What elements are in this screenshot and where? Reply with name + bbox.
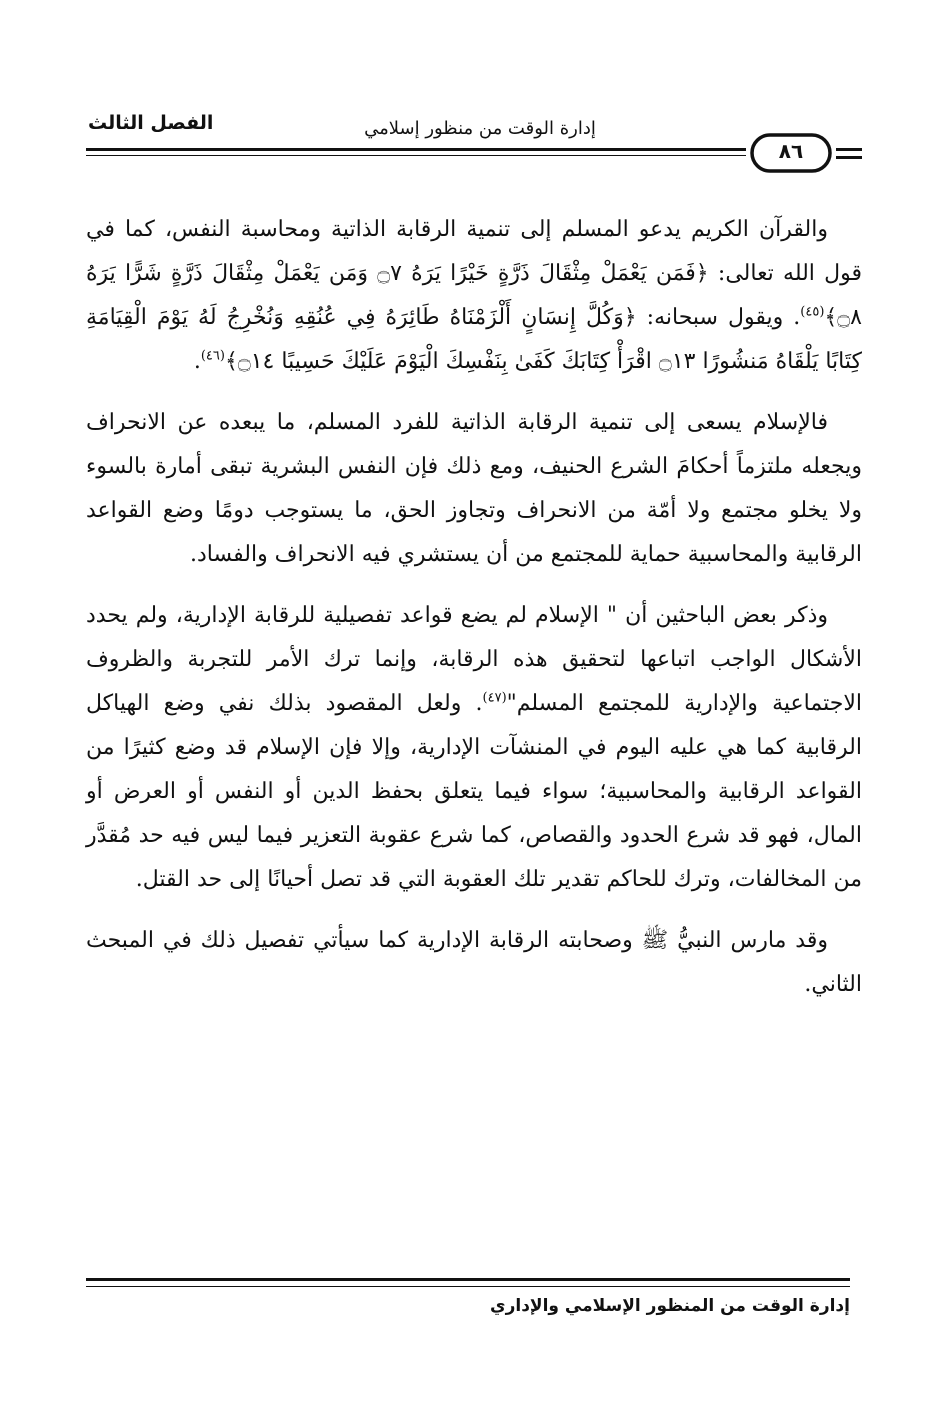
paragraph-2: فالإسلام يسعى إلى تنمية الرقابة الذاتية للفرد المسلم، ما يبعده عن الانحراف ويجعله ملتزماً أحكامَ الشرع الحنيف، ومع ذلك فإن النفس البشرية تبقى أمارة بالسوء ولا يخلو مجتمع ولا أمّة من الانحراف وتجاوز الحق، ما يستوجب دومًا وضع القواعد الرقابية والمحاسبية حماية للمجتمع من أن يستشري فيه الانحراف والفساد. [86, 410, 862, 567]
chapter-title: الفصل الثالث [88, 112, 214, 134]
footnote-ref-46: (٤٦) [200, 348, 225, 364]
page-number: ٨٦ [778, 139, 804, 163]
paragraph-3-text: وذكر بعض الباحثين أن " الإسلام لم يضع قواعد تفصيلية للرقابة الإدارية، ولم يحدد الأشكال الواجب اتباعها لتحقيق هذه الرقابة، وإنما ترك الأمر للتجربة والظروف الاجتماعية والإدارية للمجتمع المسلم" [86, 603, 862, 716]
body-text [86, 208, 862, 1007]
header-rule-thick [86, 148, 746, 151]
paragraph-1 [86, 208, 862, 384]
footer-rule-thick [86, 1278, 850, 1281]
paragraph-4: وقد مارس النبيُّ ﷺ وصحابته الرقابة الإدارية كما سيأتي تفصيل ذلك في المبحث الثاني. [86, 928, 862, 997]
footnote-ref-45: (٤٥) [800, 304, 825, 320]
page-number-badge [750, 133, 832, 173]
paragraph-3 [86, 594, 862, 902]
header-rule-thin [86, 155, 746, 156]
paragraph-3-text-2: . ولعل المقصود بذلك نفي وضع الهياكل الرقابية كما هي عليه اليوم في المنشآت الإدارية، وإلا فإن الإسلام قد وضع كثيرًا من القواعد الرقابية والمحاسبية؛ سواء فيما يتعلق بحفظ الدين أو النفس أو العرض أو المال، فهو قد شرع الحدود والقصاص، كما شرع عقوبة التعزير فيما ليس فيه حد مُقدَّر من المخالفات، وترك للحاكم تقدير تلك العقوبة التي قد تصل أحيانًا إلى حد القتل. [86, 691, 863, 892]
footnote-ref-47: (٤٧) [482, 690, 507, 706]
running-book-title: إدارة الوقت من منظور إسلامي [364, 118, 596, 139]
header-tick-top [836, 148, 862, 151]
paragraph-1-text-2: . ويقول سبحانه: ﴿وَكُلَّ إِنسَانٍ أَلْزَمْنَاهُ طَائِرَهُ فِي عُنُقِهِ وَنُخْرِجُ لَهُ يَوْمَ الْقِيَامَةِ كِتَابًا يَلْقَاهُ مَنشُورًا ۝١٣ اقْرَأْ كِتَابَكَ كَفَىٰ بِنَفْسِكَ الْيَوْمَ عَلَيْكَ حَسِيبًا ۝١٤﴾ [86, 305, 862, 374]
footer-rule-thin [86, 1286, 850, 1287]
header-tick-bottom [836, 156, 862, 159]
paragraph-1-text: والقرآن الكريم يدعو المسلم إلى تنمية الرقابة الذاتية ومحاسبة النفس، كما في قول الله تعالى: ﴿فَمَن يَعْمَلْ مِثْقَالَ ذَرَّةٍ خَيْرًا يَرَهُ ۝٧ وَمَن يَعْمَلْ مِثْقَالَ ذَرَّةٍ شَرًّا يَرَهُ ۝٨﴾ [86, 217, 863, 330]
paragraph-1-text-3: . [193, 349, 201, 374]
footer-book-title: إدارة الوقت من المنظور الإسلامي والإداري [490, 1296, 850, 1316]
